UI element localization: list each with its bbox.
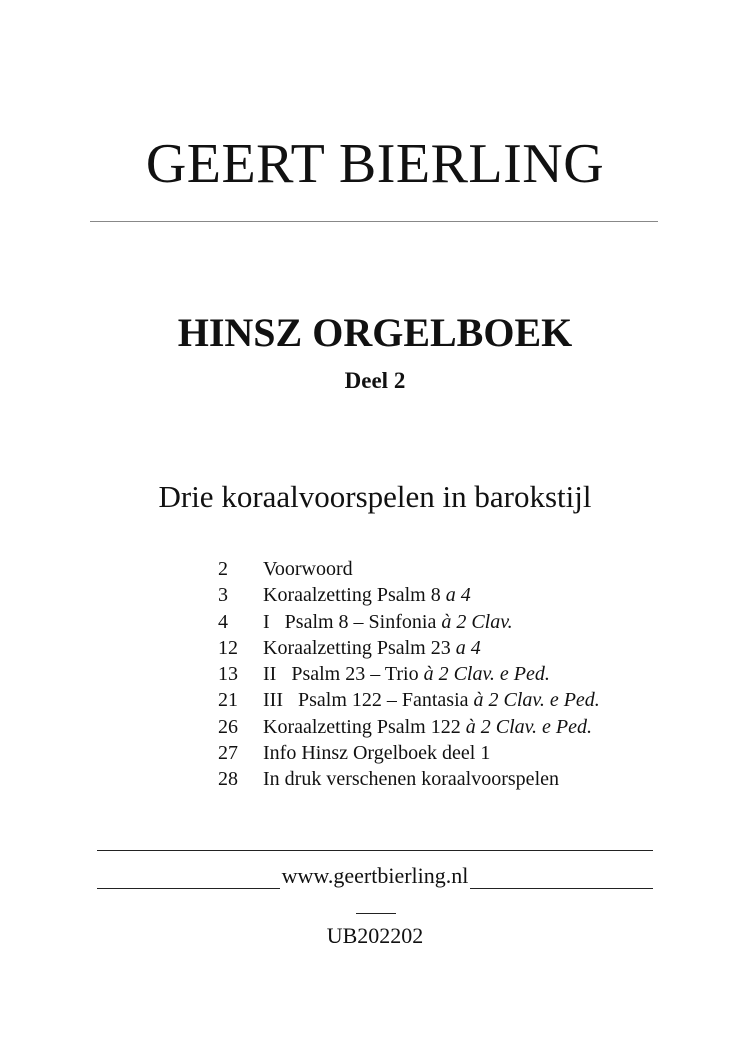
entry-form: a 4 [445,584,471,607]
entry-title: Koraalzetting Psalm 122 [263,715,461,738]
entry-title: III Psalm 122 – Fantasia [263,689,469,712]
contents-entry [218,687,698,713]
website-row [97,863,653,889]
entry-form: à 2 Clav. e Ped. [473,689,600,712]
book-description: Drie koraalvoorspelen in barokstijl [158,479,592,514]
entry-title: Koraalzetting Psalm 23 [263,636,451,659]
catalog-code: UB202202 [326,923,424,948]
book-title: HINSZ ORGELBOEK [177,310,573,355]
entry-title: Info Hinsz Orgelboek deel 1 [263,742,491,765]
contents-entry [218,582,698,608]
contents-entry [218,556,698,582]
code-divider [356,913,396,914]
volume-subtitle: Deel 2 [344,368,406,393]
entry-page-number: 13 [218,663,238,686]
entry-page-number: 21 [218,689,238,712]
contents-entry [218,740,698,766]
table-of-contents [218,556,698,793]
contents-entry [218,766,698,792]
entry-form: à 2 Clav. [441,610,513,633]
entry-form: a 4 [455,636,481,659]
website-line-right [470,864,653,889]
entry-page-number: 28 [218,768,238,791]
entry-title: Voorwoord [263,558,353,580]
website-line-left [97,864,280,889]
composer-name: GEERT BIERLING [145,133,605,195]
entry-page-number: 3 [218,584,228,607]
contents-entry [218,609,698,635]
entry-title: In druk verschenen koraalvoorspelen [263,768,559,791]
entry-page-number: 26 [218,715,238,738]
contents-entry [218,661,698,687]
entry-title: II Psalm 23 – Trio [263,663,419,686]
entry-page-number: 12 [218,636,238,659]
contents-entry [218,635,698,661]
entry-title: I Psalm 8 – Sinfonia [263,610,437,633]
contents-entry [218,714,698,740]
entry-form: à 2 Clav. e Ped. [465,715,592,738]
entry-title: Koraalzetting Psalm 8 [263,584,441,607]
entry-page-number: 4 [218,610,228,633]
entry-page-number: 2 [218,558,228,580]
entry-page-number: 27 [218,742,238,765]
header-divider [90,221,658,222]
entry-form: à 2 Clav. e Ped. [423,663,550,686]
website-link[interactable]: www.geertbierling.nl [281,863,469,888]
footer-divider [97,850,653,851]
